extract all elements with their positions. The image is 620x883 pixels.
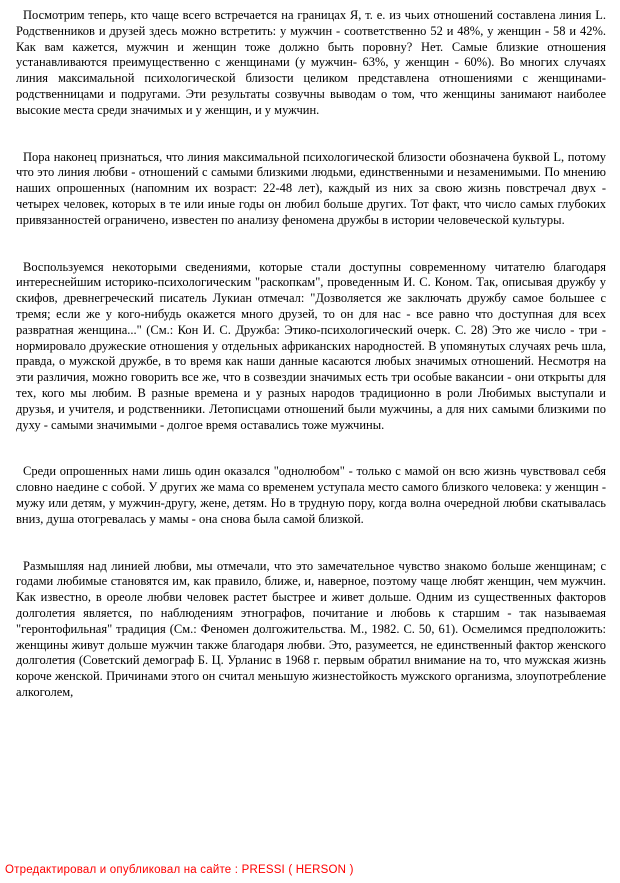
document-text-body	[16, 8, 606, 701]
publisher-credit: Отредактировал и опубликовал на сайте : PRESSI ( HERSON )	[5, 864, 354, 876]
paragraph-4: Среди опрошенных нами лишь один оказался "однолюбом" - только с мамой он всю жизнь чувствовал себя словно наедине с собой. У других же мама со временем уступала место самого близкого человека: у женщин - мужу или детям, у мужчин-другу, жене, детям. Но в трудную пору, когда волна очередной любви скатывалась вниз, душа отогревалась у мамы - она снова была самой близкой.	[16, 464, 606, 526]
paragraph-1: Посмотрим теперь, кто чаще всего встречается на границах Я, т. е. из чьих отношений составлена линия L. Родственников и друзей здесь можно встретить: у мужчин - соответственно 52 и 48%, у женщин - 58 и 42%. Как вам кажется, мужчин и женщин тоже должно быть поровну? Нет. Самые близкие отношения устанавливаются преимущественно с женщинами (у мужчин- 63%, у женщин - 60%). Во многих случаях линия максимальной психологической близости целиком представлена отношениями с женщинами-родственницами и подругами. Эти результаты созвучны выводам о том, что женщины занимают наиболее высокие места среди значимых и у женщин, и у мужчин.	[16, 8, 606, 117]
paragraph-5: Размышляя над линией любви, мы отмечали, что это замечательное чувство знакомо больше женщинам; с годами любимые становятся им, как правило, ближе, и, наверное, поэтому чаще любят женщин, чем мужчин. Как известно, в ореоле любви человек растет быстрее и живет дольше. Одним из существенных факторов долголетия является, по наблюдениям этнографов, почитание и любовь к старшим - так называемая "геронтофильная" традиция (См.: Феномен долгожительства. М., 1982. С. 50, 61). Осмелимся предположить: женщины живут дольше мужчин также благодаря любви. Это, разумеется, не единственный фактор женского долголетия (Советский демограф Б. Ц. Урланис в 1968 г. первым обратил внимание на то, что мужская жизнь короче женской. Причинами этого он считал меньшую жизнестойкость мужского организма, злоупотребление алкоголем,	[16, 558, 606, 699]
paragraph-3: Воспользуемся некоторыми сведениями, которые стали доступны современному читателю благодаря интереснейшим историко-психологическим "раскопкам", проведенным И. С. Коном. Так, описывая дружбу у скифов, древнегреческий писатель Лукиан отмечал: "Дозволяется же заключать дружбу самое большее с тремя; если же у кого-нибудь окажется много друзей, то он для нас - все равно что доступная для всех развратная женщина..." (См.: Кон И. С. Дружба: Этико-психологический очерк. С. 28) Это же число - три - нормировало дружеские отношения у отдельных африканских народностей. В упомянутых случаях речь шла, правда, о мужской дружбе, в то время как наши данные касаются любых значимых отношений. Несмотря на эти различия, можно говорить все же, что в созвездии значимых есть три особые вакансии - они открыты для тех, кого мы любим. В разные времена и у разных народов традиционно в роли Любимых выступали и друзья, и учителя, и родственники. Летописцами отношений были мужчины, а для них самыми близкими по духу - самыми значимыми - долгое время оставались тоже мужчины.	[16, 259, 606, 432]
paragraph-2: Пора наконец признаться, что линия максимальной психологической близости обозначена буквой L, потому что это линия любви - отношений с самыми близкими людьми, единственными и незаменимыми. По мнению наших опрошенных (напомним их возраст: 22-48 лет), каждый из них за свою жизнь повстречал двух - четырех человек, которых в те или иные годы он любил больше других. Тот факт, что число самых глубоких привязанностей ограничено, известен по анализу феномена дружбы в истории человеческой культуры.	[16, 149, 606, 227]
